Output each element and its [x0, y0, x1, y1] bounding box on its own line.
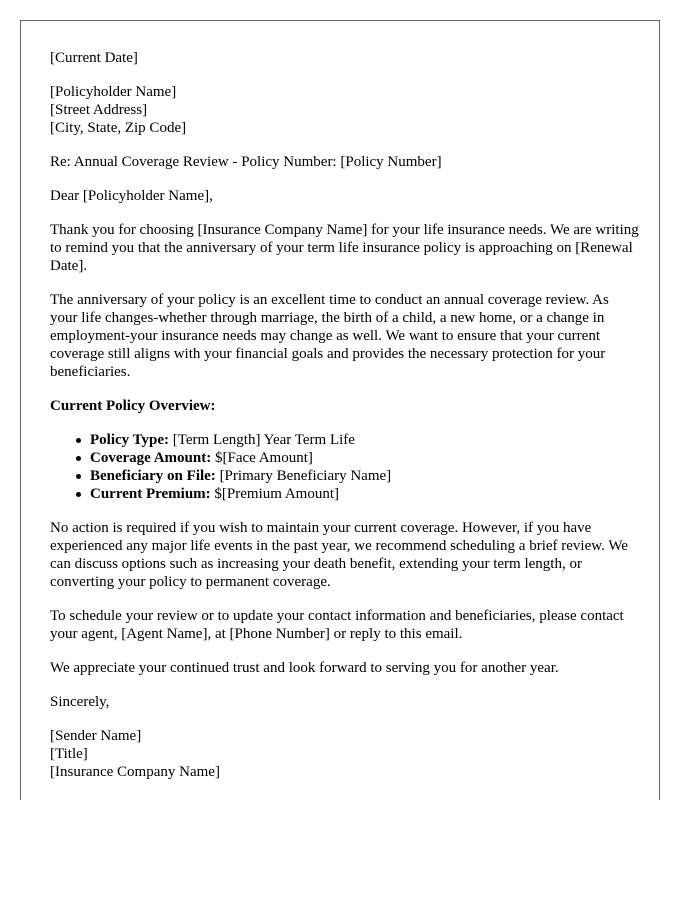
item-value-coverage-amount: $[Face Amount]: [211, 450, 313, 466]
letter-date: [50, 49, 640, 67]
sender-title: [Title]: [50, 746, 88, 762]
item-label-premium: Current Premium:: [90, 486, 211, 502]
letter-body: [50, 49, 640, 797]
recipient-address: [50, 83, 640, 137]
recipient-name: [Policyholder Name]: [50, 84, 177, 100]
recipient-city: [City, State, Zip Code]: [50, 120, 187, 136]
sender-signature: [50, 727, 640, 781]
item-label-policy-type: Policy Type:: [90, 432, 170, 448]
list-item: [90, 467, 640, 485]
paragraph-appreciation: We appreciate your continued trust and look forward to serving you for another year.: [50, 660, 559, 676]
sender-name: [Sender Name]: [50, 728, 142, 744]
list-item: [90, 485, 640, 503]
sender-company: [Insurance Company Name]: [50, 764, 220, 780]
policy-overview-list: [50, 431, 640, 503]
item-label-beneficiary: Beneficiary on File:: [90, 468, 216, 484]
overview-heading: Current Policy Overview:: [50, 398, 216, 414]
item-label-coverage-amount: Coverage Amount:: [90, 450, 212, 466]
date-text: [Current Date]: [50, 50, 138, 66]
item-value-beneficiary: [Primary Beneficiary Name]: [215, 468, 392, 484]
item-value-premium: $[Premium Amount]: [210, 486, 339, 502]
signoff: Sincerely,: [50, 694, 110, 710]
list-item: [90, 431, 640, 449]
paragraph-no-action: No action is required if you wish to maintain your current coverage. However, if you have experienced any major life events in the past year, we recommend scheduling a brief review. We can discuss options such as increasing your death benefit, extending your term length, or converting your policy to permanent coverage.: [50, 520, 628, 590]
item-value-policy-type: [Term Length] Year Term Life: [169, 432, 355, 448]
list-item: [90, 449, 640, 467]
letter-page: [20, 20, 660, 800]
recipient-street: [Street Address]: [50, 102, 148, 118]
paragraph-review: The anniversary of your policy is an excellent time to conduct an annual coverage review. As your life changes-whether through marriage, the birth of a child, a new home, or a change in employment-your insurance needs may change as well. We want to ensure that your current coverage still aligns with your financial goals and provides the necessary protection for your beneficiaries.: [50, 292, 609, 380]
salutation: Dear [Policyholder Name],: [50, 188, 213, 204]
paragraph-intro: Thank you for choosing [Insurance Company Name] for your life insurance needs. We are writing to remind you that the anniversary of your term life insurance policy is approaching on [Renewal Date].: [50, 222, 639, 274]
paragraph-schedule: To schedule your review or to update your contact information and beneficiaries, please contact your agent, [Agent Name], at [Phone Number] or reply to this email.: [50, 608, 624, 642]
subject-line: Re: Annual Coverage Review - Policy Number: [Policy Number]: [50, 154, 442, 170]
